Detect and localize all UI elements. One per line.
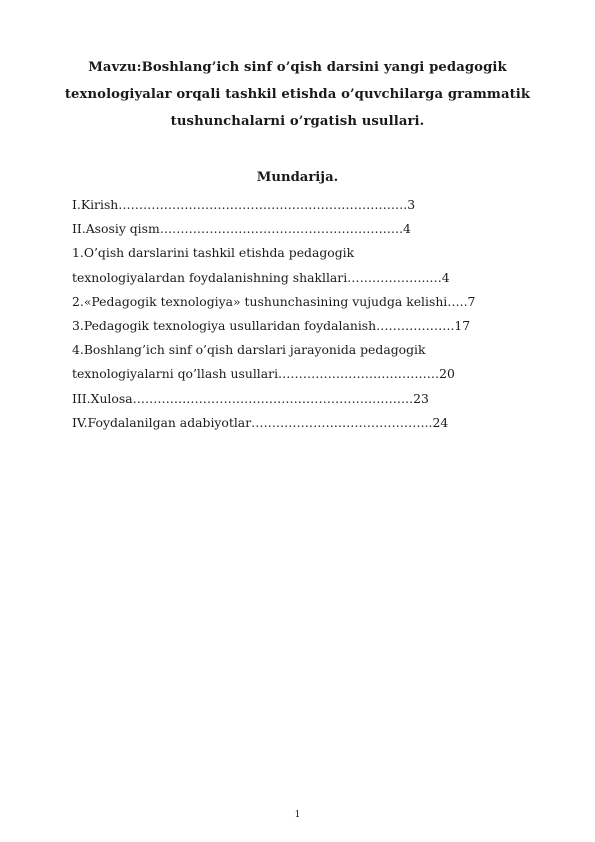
toc-entry-xulosa: III.Xulosa…………………………………………………………..23 [72, 390, 429, 406]
toc-entry-asosiy-qism: II.Asosiy qism……………………………………………….….4 [72, 221, 411, 237]
toc-heading: Mundarija. [256, 170, 339, 185]
title-line-3: tushunchalarni o’rgatish usullari. [170, 114, 425, 129]
toc-entry-section-4-part-2: texnologiyalarni qo’llash usullari…………………………………20 [72, 366, 455, 382]
document-title [60, 54, 535, 135]
title-line-2: texnologiyalar orqali tashkil etishda o’quvchilarga grammatik [64, 87, 531, 102]
toc-entry-section-4-part-1: 4.Boshlang’ich sinf o’qish darslari jarayonida pedagogik [72, 342, 426, 358]
table-of-contents [72, 193, 517, 435]
toc-entry-section-3: 3.Pedagogik texnologiya usullaridan foydalanish……………….17 [72, 318, 471, 334]
toc-entry-section-1-part-1: 1.O’qish darslarini tashkil etishda pedagogik [72, 245, 355, 261]
page-number: 1 [294, 810, 301, 820]
toc-entry-adabiyotlar: IV.Foydalanilgan adabiyotlar……………………………………..24 [72, 414, 449, 430]
toc-entry-section-1-part-2: texnologiyalardan foydalanishning shakllari………………..…4 [72, 269, 450, 285]
toc-entry-kirish: I.Kirish…………………………………………………………….3 [72, 197, 416, 212]
toc-entry-section-2: 2.«Pedagogik texnologiya» tushunchasining vujudga kelishi…..7 [72, 293, 476, 309]
title-line-1: Mavzu:Boshlang’ich sinf o’qish darsini yangi pedagogik [88, 60, 507, 75]
